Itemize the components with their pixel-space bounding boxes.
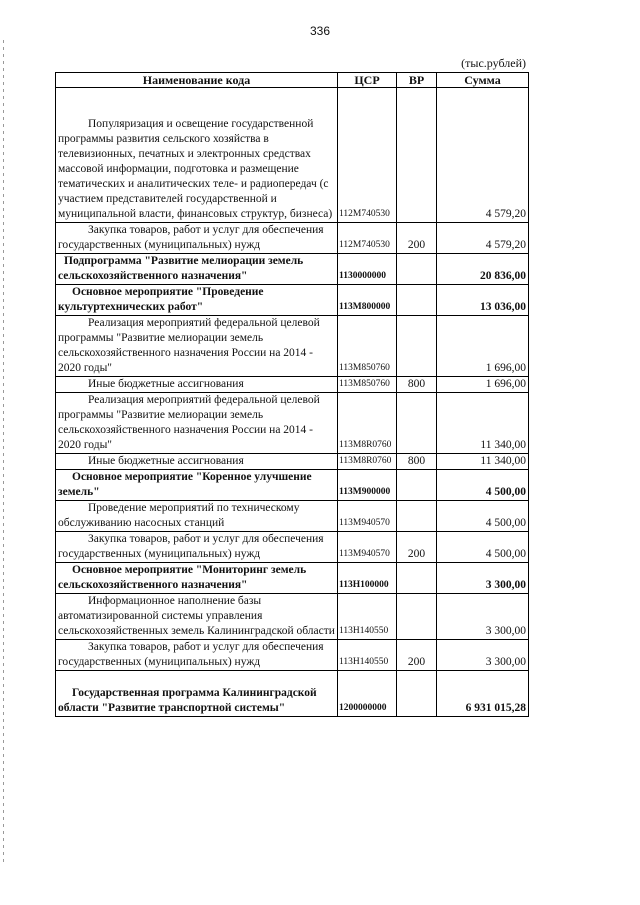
row-csr: 112M740530 <box>338 88 397 223</box>
row-vr <box>397 316 437 377</box>
row-sum: 3 300,00 <box>437 563 529 594</box>
row-vr: 200 <box>397 223 437 254</box>
row-csr: 1200000000 <box>338 671 397 717</box>
row-name-text: Популяризация и освещение государственной программы развития сельского хозяйства в телевизионных, печатных и электронных средствах массовой информации, подготовка и размещение тематических и аналитических теле- и радиопередач (с участием представителей государственной и муниципальной власти, финансовых структур, бизнеса) <box>58 118 333 220</box>
row-sum: 11 340,00 <box>437 393 529 454</box>
row-sum: 4 500,00 <box>437 470 529 501</box>
table-row <box>56 316 529 377</box>
row-name <box>56 454 338 470</box>
row-name-text: Реализация мероприятий федеральной целевой программы "Развитие мелиорации земель сельскохозяйственного назначения России на 2014 - 2020 годы" <box>58 317 320 374</box>
table-row <box>56 594 529 640</box>
table-row <box>56 223 529 254</box>
table-row <box>56 454 529 470</box>
row-vr <box>397 285 437 316</box>
row-name <box>56 377 338 393</box>
row-name-text: Подпрограмма "Развитие мелиорации земель сельскохозяйственного назначения" <box>58 255 304 282</box>
table-row-main-activity <box>56 563 529 594</box>
row-name <box>56 88 338 223</box>
row-csr: 113M800000 <box>338 285 397 316</box>
row-csr: 113M850760 <box>338 377 397 393</box>
row-sum: 3 300,00 <box>437 640 529 671</box>
table-header-row <box>56 73 529 88</box>
table-row <box>56 501 529 532</box>
row-sum: 4 500,00 <box>437 501 529 532</box>
row-vr: 800 <box>397 377 437 393</box>
table-row-state-program <box>56 671 529 717</box>
row-name <box>56 594 338 640</box>
row-csr: 113H100000 <box>338 563 397 594</box>
header-csr: ЦСР <box>338 73 397 88</box>
row-name-text: Закупка товаров, работ и услуг для обеспечения государственных (муниципальных) нужд <box>58 641 324 668</box>
row-vr <box>397 594 437 640</box>
row-csr: 113M940570 <box>338 532 397 563</box>
row-name <box>56 223 338 254</box>
row-name <box>56 285 338 316</box>
row-csr: 113M8R0760 <box>338 454 397 470</box>
row-sum: 20 836,00 <box>437 254 529 285</box>
row-csr: 113H140550 <box>338 594 397 640</box>
row-vr <box>397 501 437 532</box>
row-sum: 3 300,00 <box>437 594 529 640</box>
row-vr <box>397 470 437 501</box>
row-vr <box>397 671 437 717</box>
row-name-text: Основное мероприятие "Мониторинг земель сельскохозяйственного назначения" <box>58 564 307 591</box>
row-vr: 200 <box>397 532 437 563</box>
row-csr: 113M900000 <box>338 470 397 501</box>
row-csr: 112M740530 <box>338 223 397 254</box>
row-name <box>56 671 338 717</box>
row-name-text: Закупка товаров, работ и услуг для обеспечения государственных (муниципальных) нужд <box>58 533 324 560</box>
row-name-text: Иные бюджетные ассигнования <box>88 455 244 467</box>
units-note: (тыс.рублей) <box>461 56 526 70</box>
table-row <box>56 377 529 393</box>
row-sum: 1 696,00 <box>437 377 529 393</box>
header-sum: Сумма <box>437 73 529 88</box>
row-name-text: Основное мероприятие "Коренное улучшение земель" <box>58 471 312 498</box>
row-vr <box>397 254 437 285</box>
row-csr: 113H140550 <box>338 640 397 671</box>
scan-edge <box>3 40 4 865</box>
table-row <box>56 393 529 454</box>
row-name-text: Проведение мероприятий по техническому обслуживанию насосных станций <box>58 502 300 529</box>
table-row <box>56 640 529 671</box>
row-name <box>56 254 338 285</box>
row-sum: 1 696,00 <box>437 316 529 377</box>
header-name: Наименование кода <box>56 73 338 88</box>
row-name <box>56 470 338 501</box>
row-vr <box>397 88 437 223</box>
page-number: 336 <box>309 24 331 38</box>
row-name <box>56 501 338 532</box>
row-sum: 4 500,00 <box>437 532 529 563</box>
row-name <box>56 640 338 671</box>
table-row <box>56 532 529 563</box>
row-name-text: Иные бюджетные ассигнования <box>88 378 244 390</box>
row-sum: 4 579,20 <box>437 223 529 254</box>
row-csr: 113M8R0760 <box>338 393 397 454</box>
row-name-text: Информационное наполнение базы автоматизированной системы управления сельскохозяйственных земель Калининградской области <box>58 595 335 637</box>
row-sum: 13 036,00 <box>437 285 529 316</box>
row-name-text: Основное мероприятие "Проведение культуртехнических работ" <box>58 286 264 313</box>
row-sum: 11 340,00 <box>437 454 529 470</box>
row-name-text: Реализация мероприятий федеральной целевой программы "Развитие мелиорации земель сельскохозяйственного назначения России на 2014 - 2020 годы" <box>58 394 320 451</box>
row-sum: 4 579,20 <box>437 88 529 223</box>
row-sum: 6 931 015,28 <box>437 671 529 717</box>
row-name-text: Закупка товаров, работ и услуг для обеспечения государственных (муниципальных) нужд <box>58 224 324 251</box>
table-row <box>56 88 529 223</box>
table-row-main-activity <box>56 285 529 316</box>
budget-table <box>55 72 529 717</box>
row-vr: 800 <box>397 454 437 470</box>
row-csr: 113M850760 <box>338 316 397 377</box>
table-row-subprogram <box>56 254 529 285</box>
row-csr: 1130000000 <box>338 254 397 285</box>
header-vr: ВР <box>397 73 437 88</box>
row-name <box>56 393 338 454</box>
row-name <box>56 532 338 563</box>
row-vr <box>397 563 437 594</box>
row-name <box>56 563 338 594</box>
row-name <box>56 316 338 377</box>
row-vr <box>397 393 437 454</box>
row-csr: 113M940570 <box>338 501 397 532</box>
row-vr: 200 <box>397 640 437 671</box>
table-row-main-activity <box>56 470 529 501</box>
row-name-text: Государственная программа Калининградской области "Развитие транспортной системы" <box>58 687 317 714</box>
